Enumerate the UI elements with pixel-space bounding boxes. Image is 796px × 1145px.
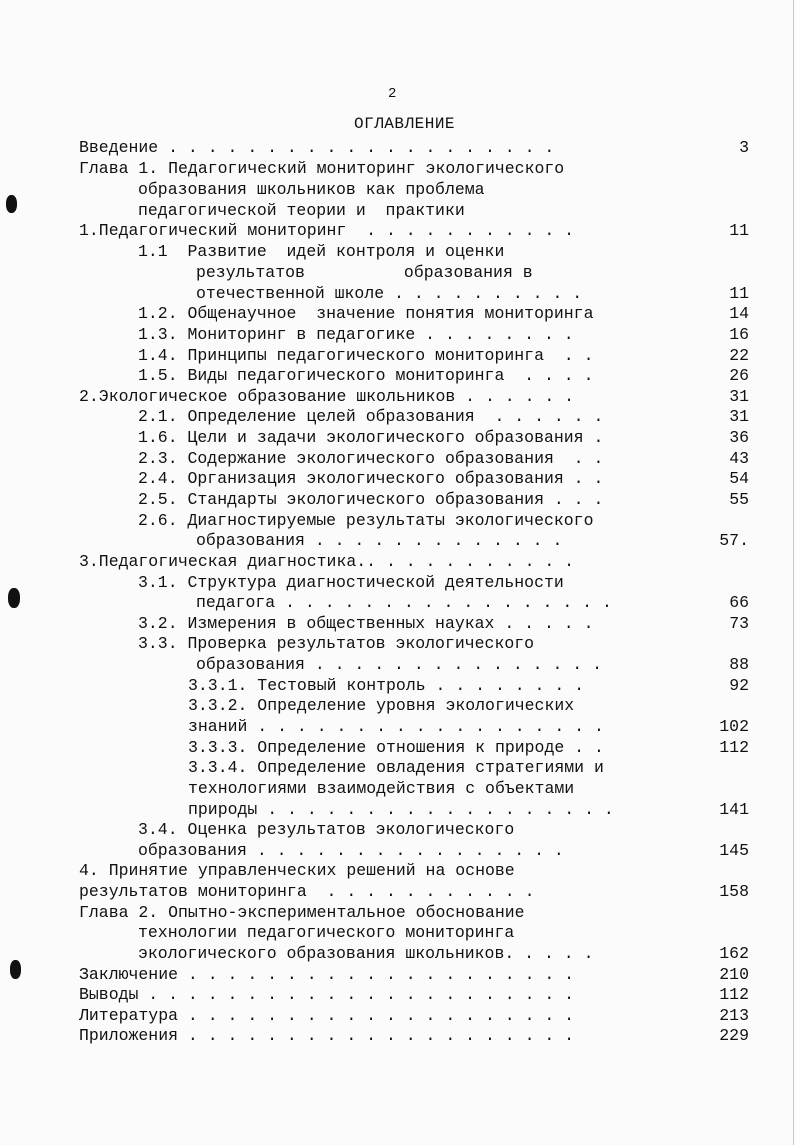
toc-entry-page: 88 (729, 655, 749, 674)
toc-entry-text: 1.Педагогический мониторинг . . . . . . . . . . . (79, 221, 575, 240)
toc-entry-literature[interactable] (0, 1005, 796, 1026)
toc-entry-text: природы . . . . . . . . . . . . . . . . . . (188, 800, 614, 819)
toc-entry-section-4-cont (0, 881, 796, 902)
toc-entry-text: педагога . . . . . . . . . . . . . . . . . (196, 593, 612, 612)
toc-entry-page: 16 (729, 325, 749, 344)
toc-entry-text: результатов мониторинга . . . . . . . . . . . (79, 882, 535, 901)
toc-entry-3-3-4-cont (0, 799, 796, 820)
toc-entry-page: 43 (729, 449, 749, 468)
toc-entry-chapter-1[interactable] (0, 158, 796, 179)
toc-entry-text: 3.3. Проверка результатов экологического (138, 634, 535, 653)
toc-entry-text: 1.6. Цели и задачи экологического образования . (138, 428, 604, 447)
toc-entry-section-2[interactable] (0, 386, 796, 407)
toc-entry-text: технологиями взаимодействия с объектами (188, 779, 575, 798)
toc-entry-page: 162 (719, 944, 749, 963)
toc-entry-3-3-3[interactable] (0, 737, 796, 758)
toc-entry-page: 31 (729, 407, 749, 426)
toc-entry-text: 3.3.2. Определение уровня экологических (188, 696, 575, 715)
toc-entry-text: 1.4. Принципы педагогического мониторинга . . (138, 346, 594, 365)
toc-entry-findings[interactable] (0, 984, 796, 1005)
toc-entry-1-5[interactable] (0, 365, 796, 386)
page-number: 2 (388, 86, 397, 102)
toc-entry-chapter-1-cont (0, 200, 796, 221)
toc-entry-text: результатов образования в (196, 263, 533, 282)
toc-entry-3-3-2-cont (0, 716, 796, 737)
toc-entry-chapter-2[interactable] (0, 902, 796, 923)
toc-entry-3-1-cont (0, 592, 796, 613)
toc-entry-text: экологического образования школьников. . . . . (138, 944, 594, 963)
toc-entry-2-5[interactable] (0, 489, 796, 510)
toc-entry-chapter-2-cont (0, 943, 796, 964)
toc-entry-text: образования . . . . . . . . . . . . . . . . (138, 841, 564, 860)
toc-entry-3-4-cont (0, 840, 796, 861)
toc-entry-page: 3 (739, 138, 749, 157)
toc-entry-text: 3.3.1. Тестовый контроль . . . . . . . . (188, 676, 585, 695)
toc-entry-text: Введение . . . . . . . . . . . . . . . . . . . . (79, 138, 555, 157)
toc-entry-3-3-4-cont (0, 778, 796, 799)
toc-entry-text: Заключение . . . . . . . . . . . . . . . . . . . . (79, 965, 575, 984)
toc-entry-page: 54 (729, 469, 749, 488)
toc-entry-1-1[interactable] (0, 241, 796, 262)
toc-entry-page: 11 (729, 221, 749, 240)
toc-entry-text: Приложения . . . . . . . . . . . . . . . . . . . . (79, 1026, 575, 1045)
toc-entry-text: педагогической теории и практики (138, 201, 465, 220)
toc-entry-page: 22 (729, 346, 749, 365)
toc-entry-page: 213 (719, 1006, 749, 1025)
toc-entry-page: 11 (729, 284, 749, 303)
toc-entry-page: 57. (719, 531, 749, 550)
toc-entry-section-4[interactable] (0, 860, 796, 881)
toc-entry-text: Глава 1. Педагогический мониторинг экологического (79, 159, 565, 178)
toc-entry-text: 2.6. Диагностируемые результаты экологического (138, 511, 594, 530)
toc-entry-page: 55 (729, 490, 749, 509)
toc-entry-2-6-cont (0, 530, 796, 551)
toc-entry-section-1[interactable] (0, 220, 796, 241)
toc-entry-text: 3.1. Структура диагностической деятельности (138, 573, 564, 592)
toc-entry-text: отечественной школе . . . . . . . . . . (196, 284, 583, 303)
toc-entry-3-3-cont (0, 654, 796, 675)
toc-entry-text: 3.Педагогическая диагностика.. . . . . . . . . . . (79, 552, 575, 571)
toc-entry-1-1-cont (0, 283, 796, 304)
toc-entry-1-1-cont (0, 262, 796, 283)
toc-entry-page: 36 (729, 428, 749, 447)
toc-entry-3-2[interactable] (0, 613, 796, 634)
toc-entry-text: 2.1. Определение целей образования . . . . . . (138, 407, 604, 426)
toc-entry-2-3[interactable] (0, 448, 796, 469)
toc-entry-text: образования . . . . . . . . . . . . . (196, 531, 563, 550)
toc-entry-3-3-4[interactable] (0, 757, 796, 778)
toc-entry-text: 2.5. Стандарты экологического образования . . . (138, 490, 604, 509)
toc-entry-1-4[interactable] (0, 345, 796, 366)
toc-entry-text: образования . . . . . . . . . . . . . . . (196, 655, 602, 674)
toc-entry-chapter-1-cont (0, 179, 796, 200)
toc-entry-page: 229 (719, 1026, 749, 1045)
toc-entry-3-3-2[interactable] (0, 695, 796, 716)
toc-entry-1-6[interactable] (0, 427, 796, 448)
toc-entry-text: 4. Принятие управленческих решений на основе (79, 861, 515, 880)
toc-entry-page: 102 (719, 717, 749, 736)
toc-entry-1-2[interactable] (0, 303, 796, 324)
toc-entry-page: 73 (729, 614, 749, 633)
toc-entry-page: 14 (729, 304, 749, 323)
toc-entry-text: 3.3.4. Определение овладения стратегиями и (188, 758, 604, 777)
toc-entry-text: образования школьников как проблема (138, 180, 485, 199)
toc-entry-section-3[interactable] (0, 551, 796, 572)
toc-entry-text: Выводы . . . . . . . . . . . . . . . . . . . . . . (79, 985, 575, 1004)
toc-entry-page: 66 (729, 593, 749, 612)
toc-entry-introduction[interactable] (0, 137, 796, 158)
toc-entry-text: Литература . . . . . . . . . . . . . . . . . . . . (79, 1006, 575, 1025)
toc-entry-text: 2.4. Организация экологического образования . . (138, 469, 604, 488)
toc-entry-2-6[interactable] (0, 510, 796, 531)
toc-entry-text: 1.5. Виды педагогического мониторинга . . . . (138, 366, 594, 385)
toc-entry-2-1[interactable] (0, 406, 796, 427)
toc-entry-text: 1.3. Мониторинг в педагогике . . . . . . . . (138, 325, 574, 344)
toc-entry-text: 3.2. Измерения в общественных науках . . . . . (138, 614, 594, 633)
toc-entry-page: 31 (729, 387, 749, 406)
toc-entry-2-4[interactable] (0, 468, 796, 489)
toc-entry-page: 158 (719, 882, 749, 901)
toc-entry-3-4[interactable] (0, 819, 796, 840)
toc-entry-text: 1.1 Развитие идей контроля и оценки (138, 242, 505, 261)
toc-entry-text: Глава 2. Опытно-экспериментальное обоснование (79, 903, 525, 922)
toc-entry-text: технологии педагогического мониторинга (138, 923, 515, 942)
toc-entry-text: 2.Экологическое образование школьников . . . . . . (79, 387, 575, 406)
toc-entry-text: 1.2. Общенаучное значение понятия мониторинга (138, 304, 594, 323)
toc-entry-3-3[interactable] (0, 633, 796, 654)
toc-heading: ОГЛАВЛЕНИЕ (354, 115, 456, 133)
toc-entry-conclusion[interactable] (0, 964, 796, 985)
toc-entry-page: 112 (719, 985, 749, 1004)
toc-entry-text: знаний . . . . . . . . . . . . . . . . . . (188, 717, 604, 736)
toc-entry-appendices[interactable] (0, 1025, 796, 1046)
toc-entry-page: 112 (719, 738, 749, 757)
toc-entry-page: 92 (729, 676, 749, 695)
toc-entry-1-3[interactable] (0, 324, 796, 345)
toc-entry-text: 3.4. Оценка результатов экологического (138, 820, 515, 839)
toc-entry-text: 3.3.3. Определение отношения к природе . . (188, 738, 604, 757)
toc-entry-3-1[interactable] (0, 572, 796, 593)
toc-entry-text: 2.3. Содержание экологического образования . . (138, 449, 604, 468)
toc-entry-page: 26 (729, 366, 749, 385)
toc-entry-page: 145 (719, 841, 749, 860)
toc-entry-3-3-1[interactable] (0, 675, 796, 696)
toc-entry-page: 210 (719, 965, 749, 984)
toc-entry-chapter-2-cont (0, 922, 796, 943)
toc-entry-page: 141 (719, 800, 749, 819)
